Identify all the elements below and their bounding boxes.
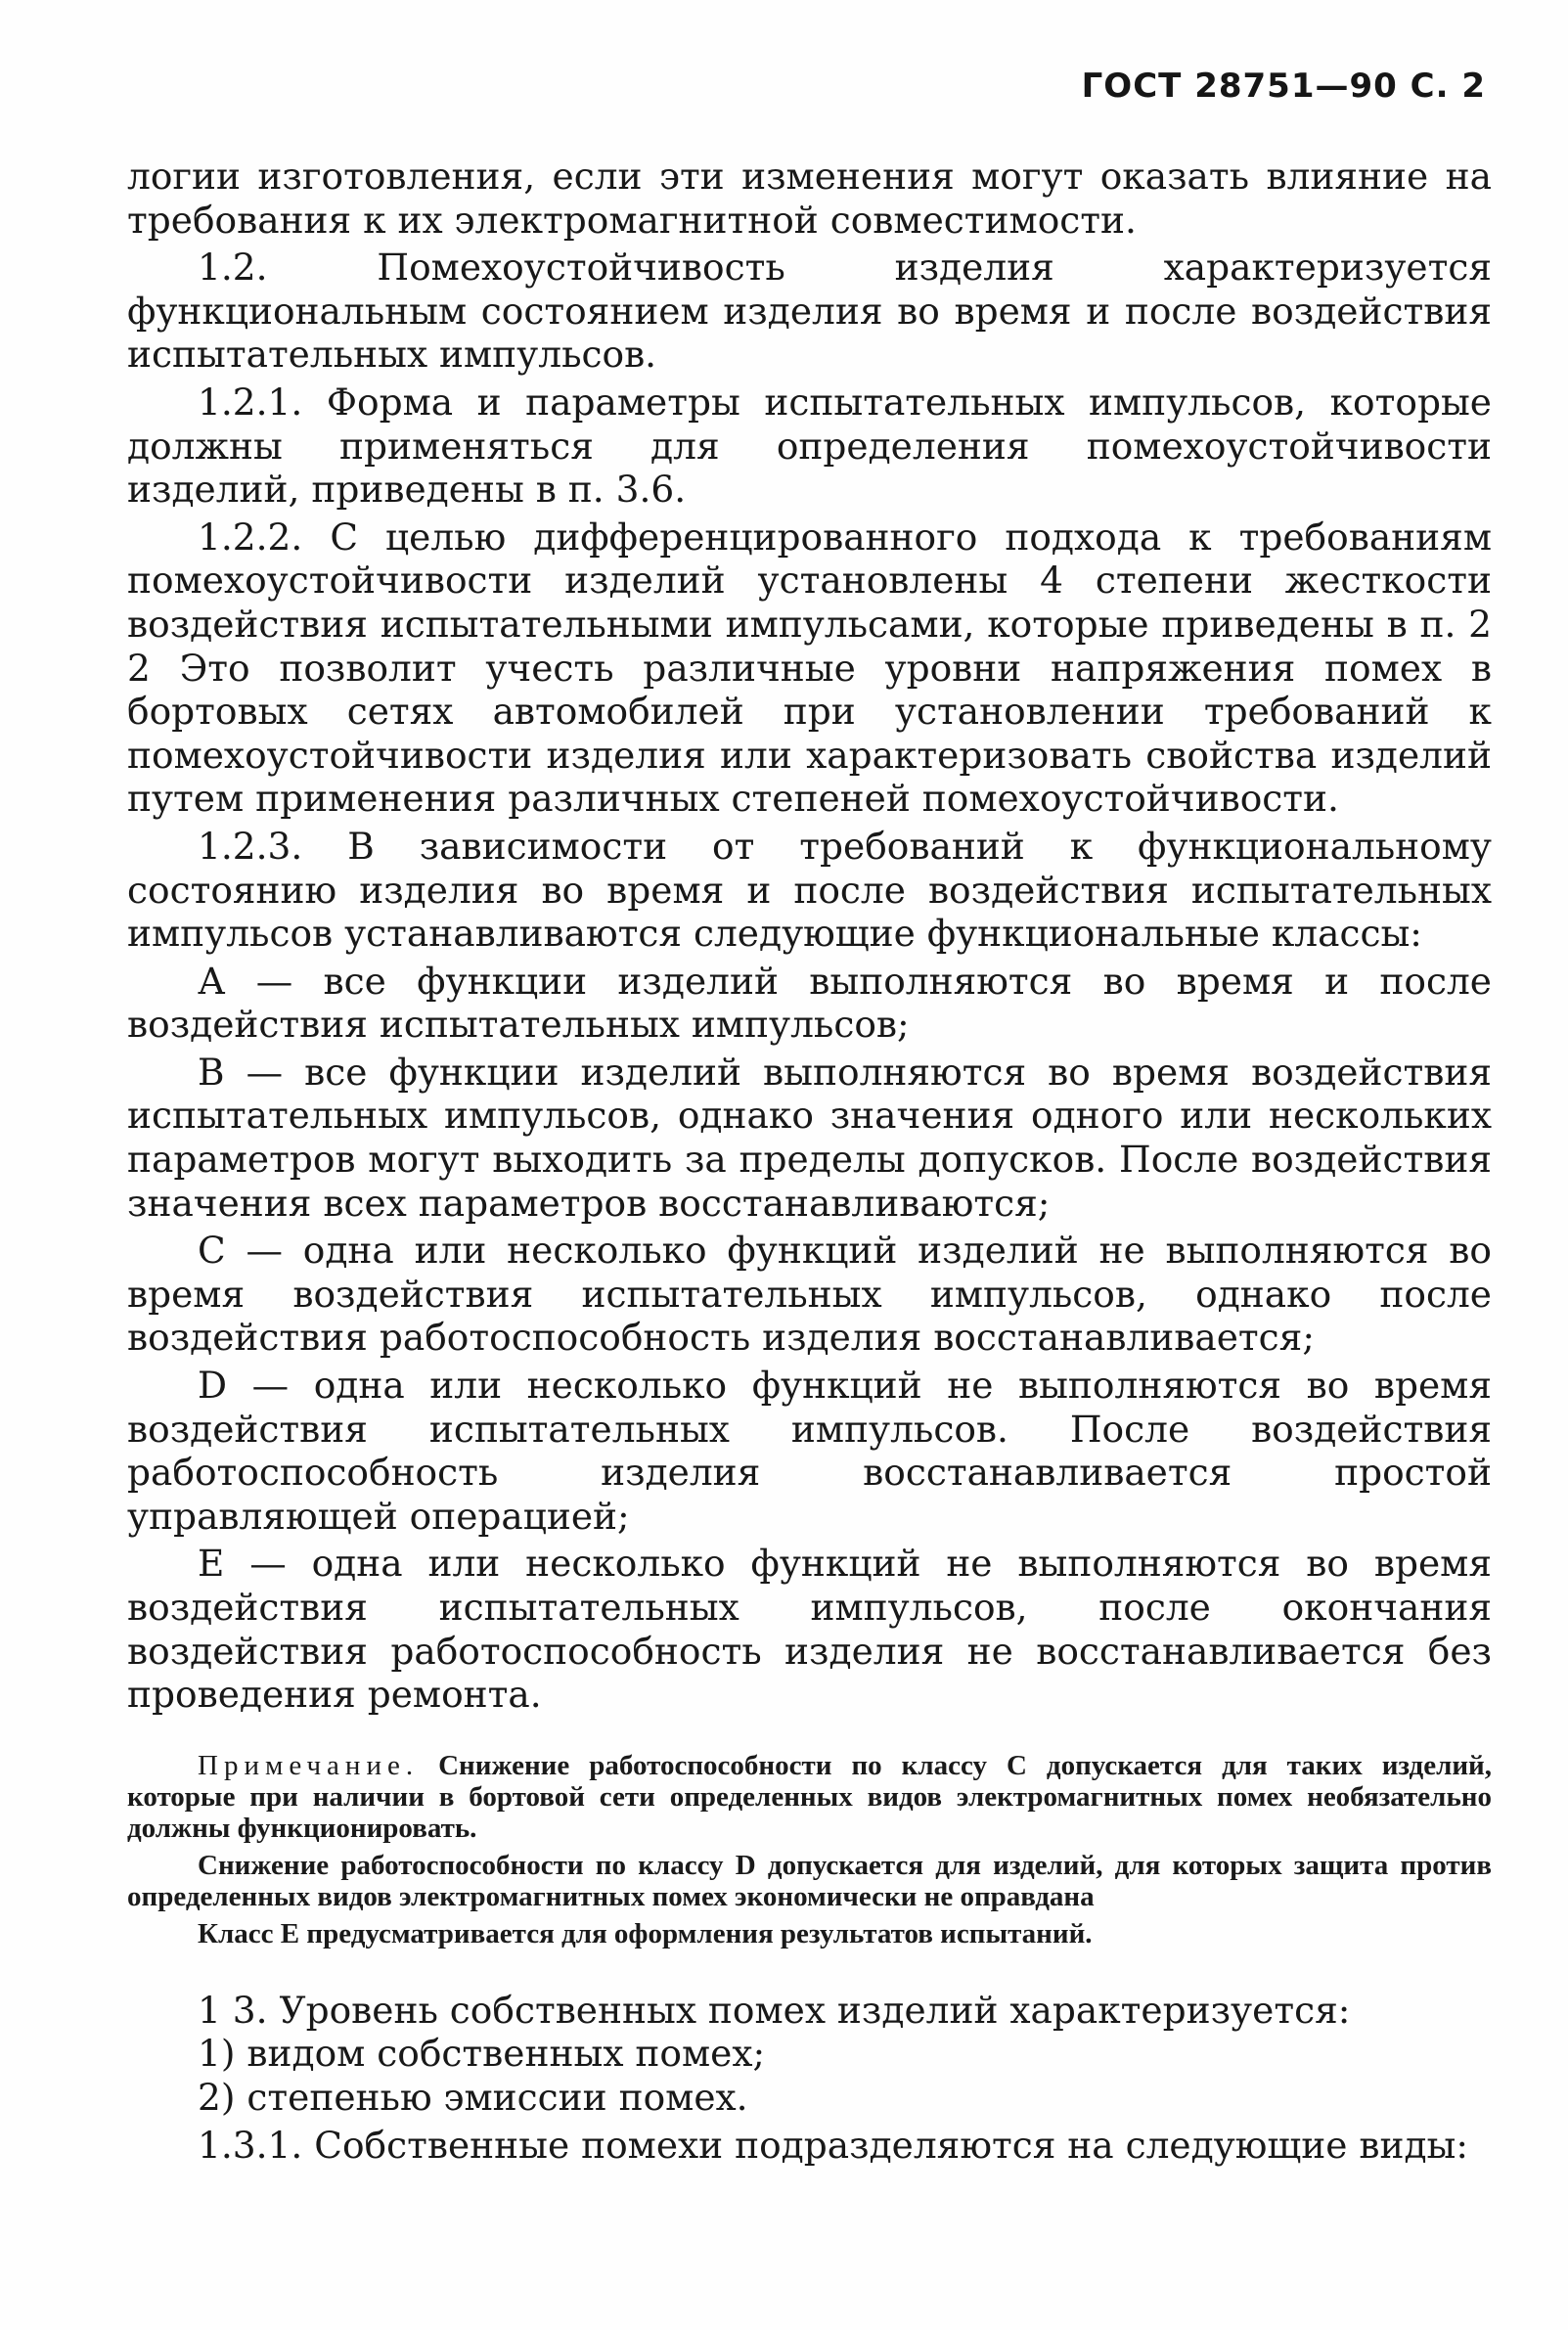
page-header: ГОСТ 28751—90 С. 2 [1081, 67, 1486, 106]
paragraph-1-2-2: 1.2.2. С целью дифференцированного подхода к требованиям помехоустойчивости изделий установлены 4 степени жесткости воздействия испытательными импульсами, которые приведены в п. 2 2 Это позволит учесть различные уровни напряжения помех в бортовых сетях автомобилей при установлении требований к помехоустойчивости изделия или характеризовать свойства изделий путем применения различных степеней помехоустойчивости. [127, 515, 1492, 821]
note-heading: Примечание. [198, 1749, 420, 1781]
class-c-item: С — одна или несколько функций изделий не выполняются во время воздействия испытательных импульсов, однако после воздействия работоспособность изделия восстанавливается; [127, 1229, 1492, 1360]
note-block [127, 1750, 1492, 1844]
note-text-3: Класс Е предусматривается для оформления результатов испытаний. [198, 1917, 1093, 1949]
class-a-item: А — все функции изделий выполняются во время и после воздействия испытательных импульсов; [127, 959, 1492, 1047]
paragraph-continuation: логии изготовления, если эти изменения могут оказать влияние на требования к их электромагнитной совместимости. [127, 155, 1492, 242]
class-b-item: В — все функции изделий выполняются во время воздействия испытательных импульсов, однако значения одного или нескольких параметров могут выходить за пределы допусков. После воздействия значения всех параметров восстанавливаются; [127, 1050, 1492, 1225]
class-d-item: D — одна или несколько функций не выполняются во время воздействия испытательных импульсов. После воздействия работоспособность изделия восстанавливается простой управляющей операцией; [127, 1364, 1492, 1538]
list-item-2: 2) степенью эмиссии помех. [198, 2075, 748, 2119]
paragraph-1-2: 1.2. Помехоустойчивость изделия характеризуется функциональным состоянием изделия во время и после воздействия испытательных импульсов. [127, 246, 1492, 377]
paragraph-1-3: 1 3. Уровень собственных помех изделий характеризуется: [198, 1988, 1351, 2032]
list-item-1: 1) видом собственных помех; [198, 2032, 766, 2076]
class-e-item: Е — одна или несколько функций не выполняются во время воздействия испытательных импульсов, после окончания воздействия работоспособность изделия не восстанавливается без проведения ремонта. [127, 1542, 1492, 1717]
document-body [127, 155, 1492, 2167]
paragraph-1-2-1: 1.2.1. Форма и параметры испытательных импульсов, которые должны применяться для определения помехоустойчивости изделий, приведены в п. 3.6. [127, 380, 1492, 512]
note-text-1: Снижение работоспособности по классу С допускается для таких изделий, которые при наличии в бортовой сети определенных видов электромагнитных помех необязательно должны функционировать. [127, 1749, 1493, 1844]
paragraph-1-3-1: 1.3.1. Собственные помехи подразделяются на следующие виды: [198, 2123, 1469, 2167]
paragraph-1-2-3: 1.2.3. В зависимости от требований к функциональному состоянию изделия во время и после воздействия испытательных импульсов устанавливаются следующие функциональные классы: [127, 824, 1492, 956]
note-text-2: Снижение работоспособности по классу D допускается для изделий, для которых защита против определенных видов электромагнитных помех экономически не оправдана [127, 1849, 1492, 1912]
